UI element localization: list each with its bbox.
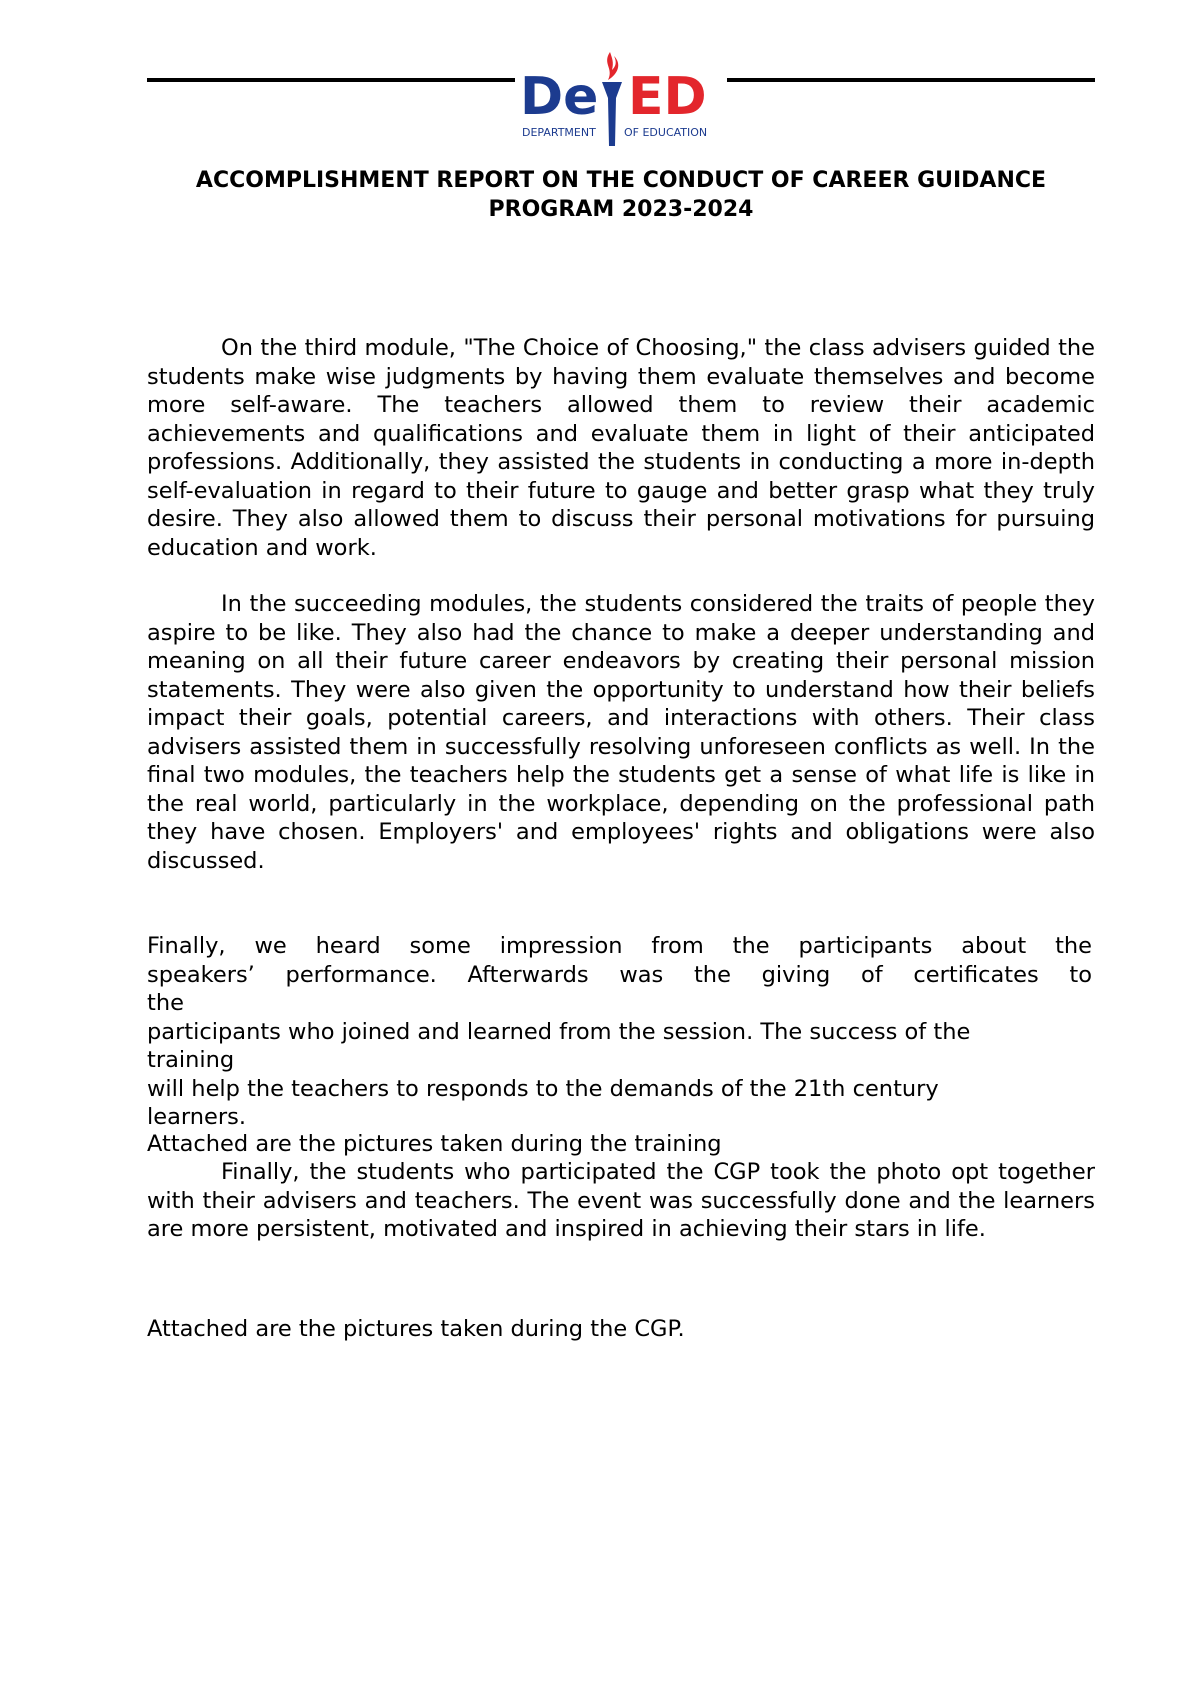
deped-logo	[518, 50, 724, 146]
report-title: ACCOMPLISHMENT REPORT ON THE CONDUCT OF CAREER GUIDANCE PROGRAM 2023-2024	[195, 168, 1047, 222]
paragraph-impressions-line: will help the teachers to responds to the demands of the 21th century	[147, 1075, 939, 1102]
logo-subtitle-right: OF EDUCATION	[624, 126, 708, 139]
paragraph-impressions-line: Finally, we heard some impression from the participants about the	[147, 933, 1092, 959]
header-rule-left	[147, 78, 515, 82]
paragraph-photo-opt: Finally, the students who participated the CGP took the photo opt together with their advisers and teachers. The event was successfully done and the learners are more persistent, motivated and inspired in achieving their stars in life.	[147, 1159, 1095, 1242]
paragraph-impressions	[147, 932, 1092, 1132]
paragraph-succeeding-modules: In the succeeding modules, the students considered the traits of people they aspire to be like. They also had the chance to make a deeper understanding and meaning on all their future career endeavors by creating their personal mission statements. They were also given the opportunity to understand how their beliefs impact their goals, potential careers, and interactions with others. Their class advisers assisted them in successfully resolving unforeseen conflicts as well. In the final two modules, the teachers help the students get a sense of what life is like in the real world, particularly in the workplace, depending on the professional path they have chosen. Employers' and employees' rights and obligations were also discussed.	[147, 591, 1095, 874]
paragraph-attached-training: Attached are the pictures taken during the training	[147, 1131, 722, 1157]
logo-brand-letters-blue: De	[520, 67, 599, 127]
paragraph-attached-cgp: Attached are the pictures taken during the CGP.	[147, 1316, 685, 1342]
paragraph-impressions-line: learners.	[147, 1104, 246, 1130]
paragraph-impressions-line: training	[147, 1047, 235, 1073]
header-rule-right	[727, 78, 1095, 82]
paragraph-third-module: On the third module, "The Choice of Choosing," the class advisers guided the students make wise judgments by having them evaluate themselves and become more self-aware. The teachers allowed them to review their academic achievements and qualifications and evaluate them in light of their anticipated professions. Additionally, they assisted the students in conducting a more in-depth self-evaluation in regard to their future to gauge and better grasp what they truly desire. They also allowed them to discuss their personal motivations for pursuing education and work.	[147, 335, 1095, 561]
paragraph-impressions-line: the	[147, 990, 184, 1016]
logo-subtitle-left: DEPARTMENT	[522, 126, 596, 139]
logo-brand-letters-red: ED	[628, 67, 707, 127]
paragraph-impressions-line: speakers’ performance. Afterwards was the giving of certificates to	[147, 961, 1092, 988]
paragraph-impressions-line: participants who joined and learned from the session. The success of the	[147, 1018, 971, 1045]
